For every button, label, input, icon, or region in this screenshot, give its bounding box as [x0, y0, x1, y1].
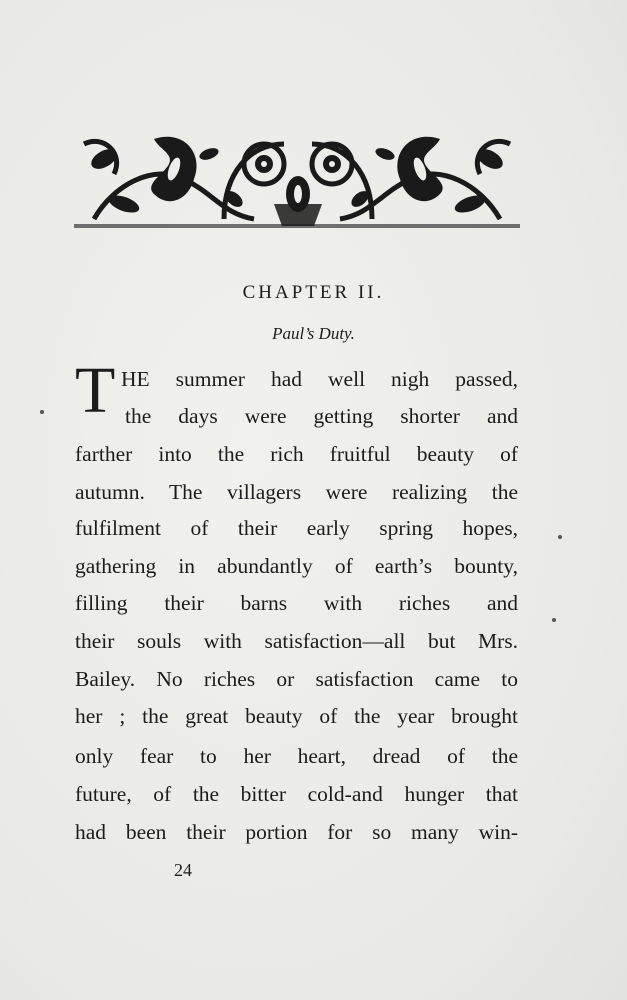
chapter-title: CHAPTER II.: [242, 282, 385, 303]
text-line: the days were getting shorter and: [125, 404, 518, 428]
text-line: had been their portion for so many win-: [75, 820, 518, 844]
print-speck: [552, 618, 556, 622]
text-line: future, of the bitter cold-and hunger that: [75, 782, 518, 806]
text-line: their souls with satisfaction—all but Mrs.: [75, 629, 518, 653]
text-line: filling their barns with riches and: [75, 591, 518, 615]
page-number: 24: [174, 860, 192, 880]
text-line: only fear to her heart, dread of the: [75, 744, 518, 768]
text-line: Bailey. No riches or satisfaction came to: [75, 667, 518, 691]
print-speck: [40, 410, 44, 414]
acanthus-scroll-headpiece-icon: [74, 124, 520, 234]
text-line: autumn. The villagers were realizing the: [75, 480, 518, 504]
text-line: HE summer had well nigh passed,: [121, 367, 518, 391]
chapter-subtitle: Paul’s Duty.: [272, 324, 355, 343]
text-line: farther into the rich fruitful beauty of: [75, 442, 518, 466]
text-line: gathering in abundantly of earth’s bounty,: [75, 554, 518, 578]
text-line: fulfilment of their early spring hopes,: [75, 516, 518, 540]
text-line: her ; the great beauty of the year brought: [75, 704, 518, 728]
print-speck: [558, 535, 562, 539]
drop-cap: T: [75, 354, 116, 427]
